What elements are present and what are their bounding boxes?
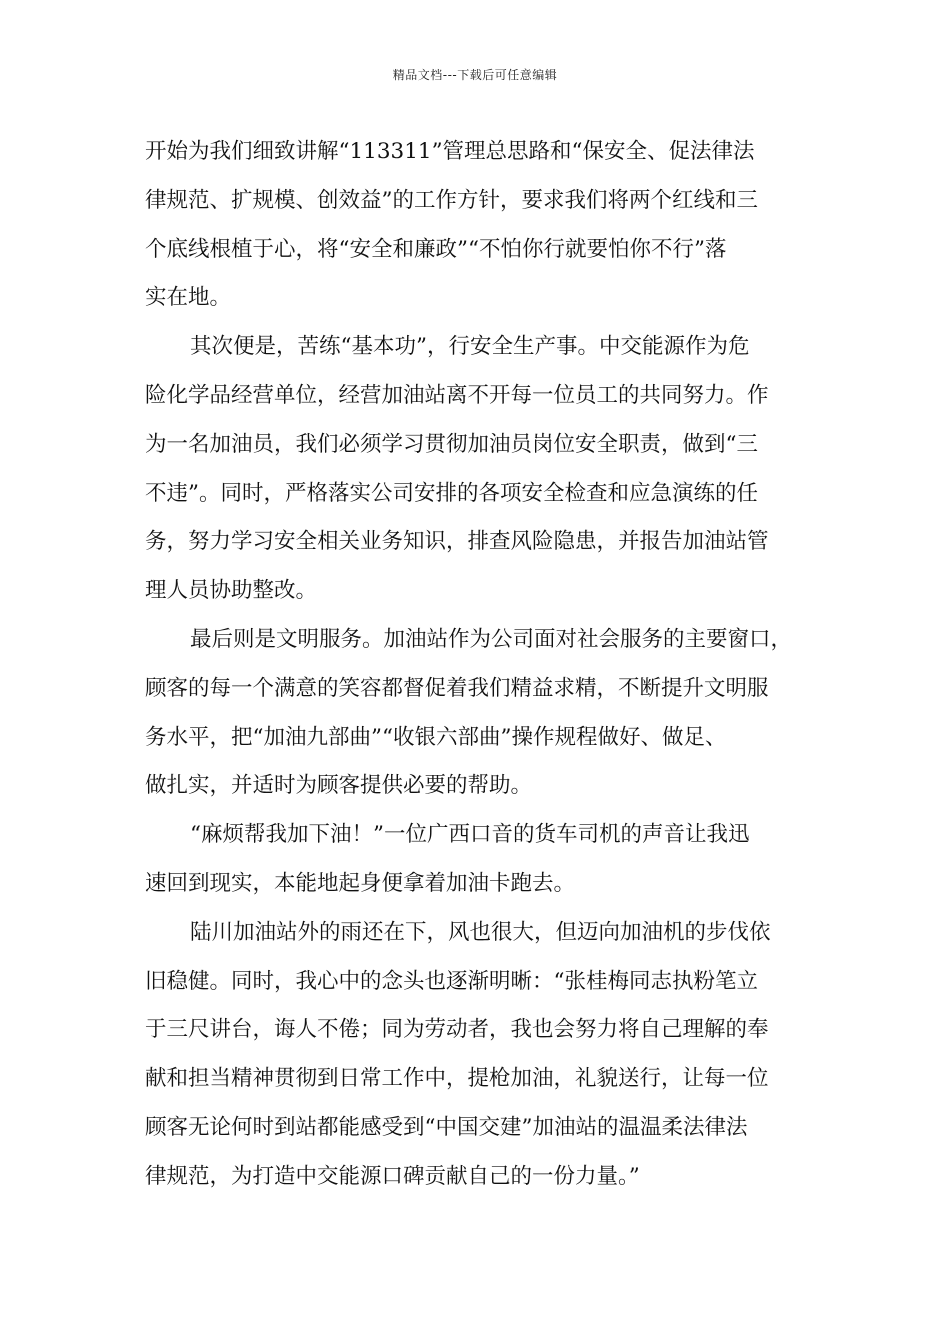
document-body xyxy=(145,128,817,1202)
paragraph-first-line: 陆川加油站外的雨还在下，风也很大，但迈向加油机的步伐依 xyxy=(190,919,771,945)
text-line: 实在地。 xyxy=(145,285,232,311)
text-line: 顾客的每一个满意的笑容都督促着我们精益求精，不断提升文明服 xyxy=(145,675,769,701)
text-line: 务，努力学习安全相关业务知识，排查风险隐患，并报告加油站管 xyxy=(145,529,769,555)
text-line: 务水平，把“加油九部曲”“收银六部曲”操作规程做好、做足、 xyxy=(145,724,727,750)
text-line: 速回到现实，本能地起身便拿着加油卡跑去。 xyxy=(145,870,576,896)
text-line: 顾客无论何时到站都能感受到“中国交建”加油站的温温柔法律法 xyxy=(145,1114,748,1140)
text-line: 险化学品经营单位，经营加油站离不开每一位员工的共同努力。作 xyxy=(145,382,769,408)
text-line: 不违”。同时，严格落实公司安排的各项安全检查和应急演练的任 xyxy=(145,480,758,506)
text-line: 旧稳健。同时，我心中的念头也逐渐明晰：“张桂梅同志执粉笔立 xyxy=(145,968,758,994)
text-line: 于三尺讲台，诲人不倦；同为劳动者，我也会努力将自己理解的奉 xyxy=(145,1017,769,1043)
paragraph-first-line: 其次便是，苦练“基本功”，行安全生产事。中交能源作为危 xyxy=(190,334,750,360)
page-header: 精品文档---下载后可任意编辑 xyxy=(392,68,558,82)
text-line: 开始为我们细致讲解“113311”管理总思路和“保安全、促法律法 xyxy=(145,139,755,164)
text-line: 律规范、扩规模、创效益”的工作方针，要求我们将两个红线和三 xyxy=(145,187,758,213)
text-line: 律规范，为打造中交能源口碑贡献自己的一份力量。” xyxy=(145,1163,640,1189)
text-line: 理人员协助整改。 xyxy=(145,578,318,604)
text-line: 个底线根植于心，将“安全和廉政”“不怕你行就要怕你不行”落 xyxy=(145,236,727,262)
text-line: 为一名加油员，我们必须学习贯彻加油员岗位安全职责，做到“三 xyxy=(145,431,758,457)
text-line: 献和担当精神贯彻到日常工作中，提枪加油，礼貌送行，让每一位 xyxy=(145,1066,769,1092)
text-line: 做扎实，并适时为顾客提供必要的帮助。 xyxy=(145,773,533,799)
paragraph-first-line: “麻烦帮我加下油！”一位广西口音的货车司机的声音让我迅 xyxy=(190,822,750,848)
paragraph-first-line: 最后则是文明服务。加油站作为公司面对社会服务的主要窗口， xyxy=(190,626,793,652)
